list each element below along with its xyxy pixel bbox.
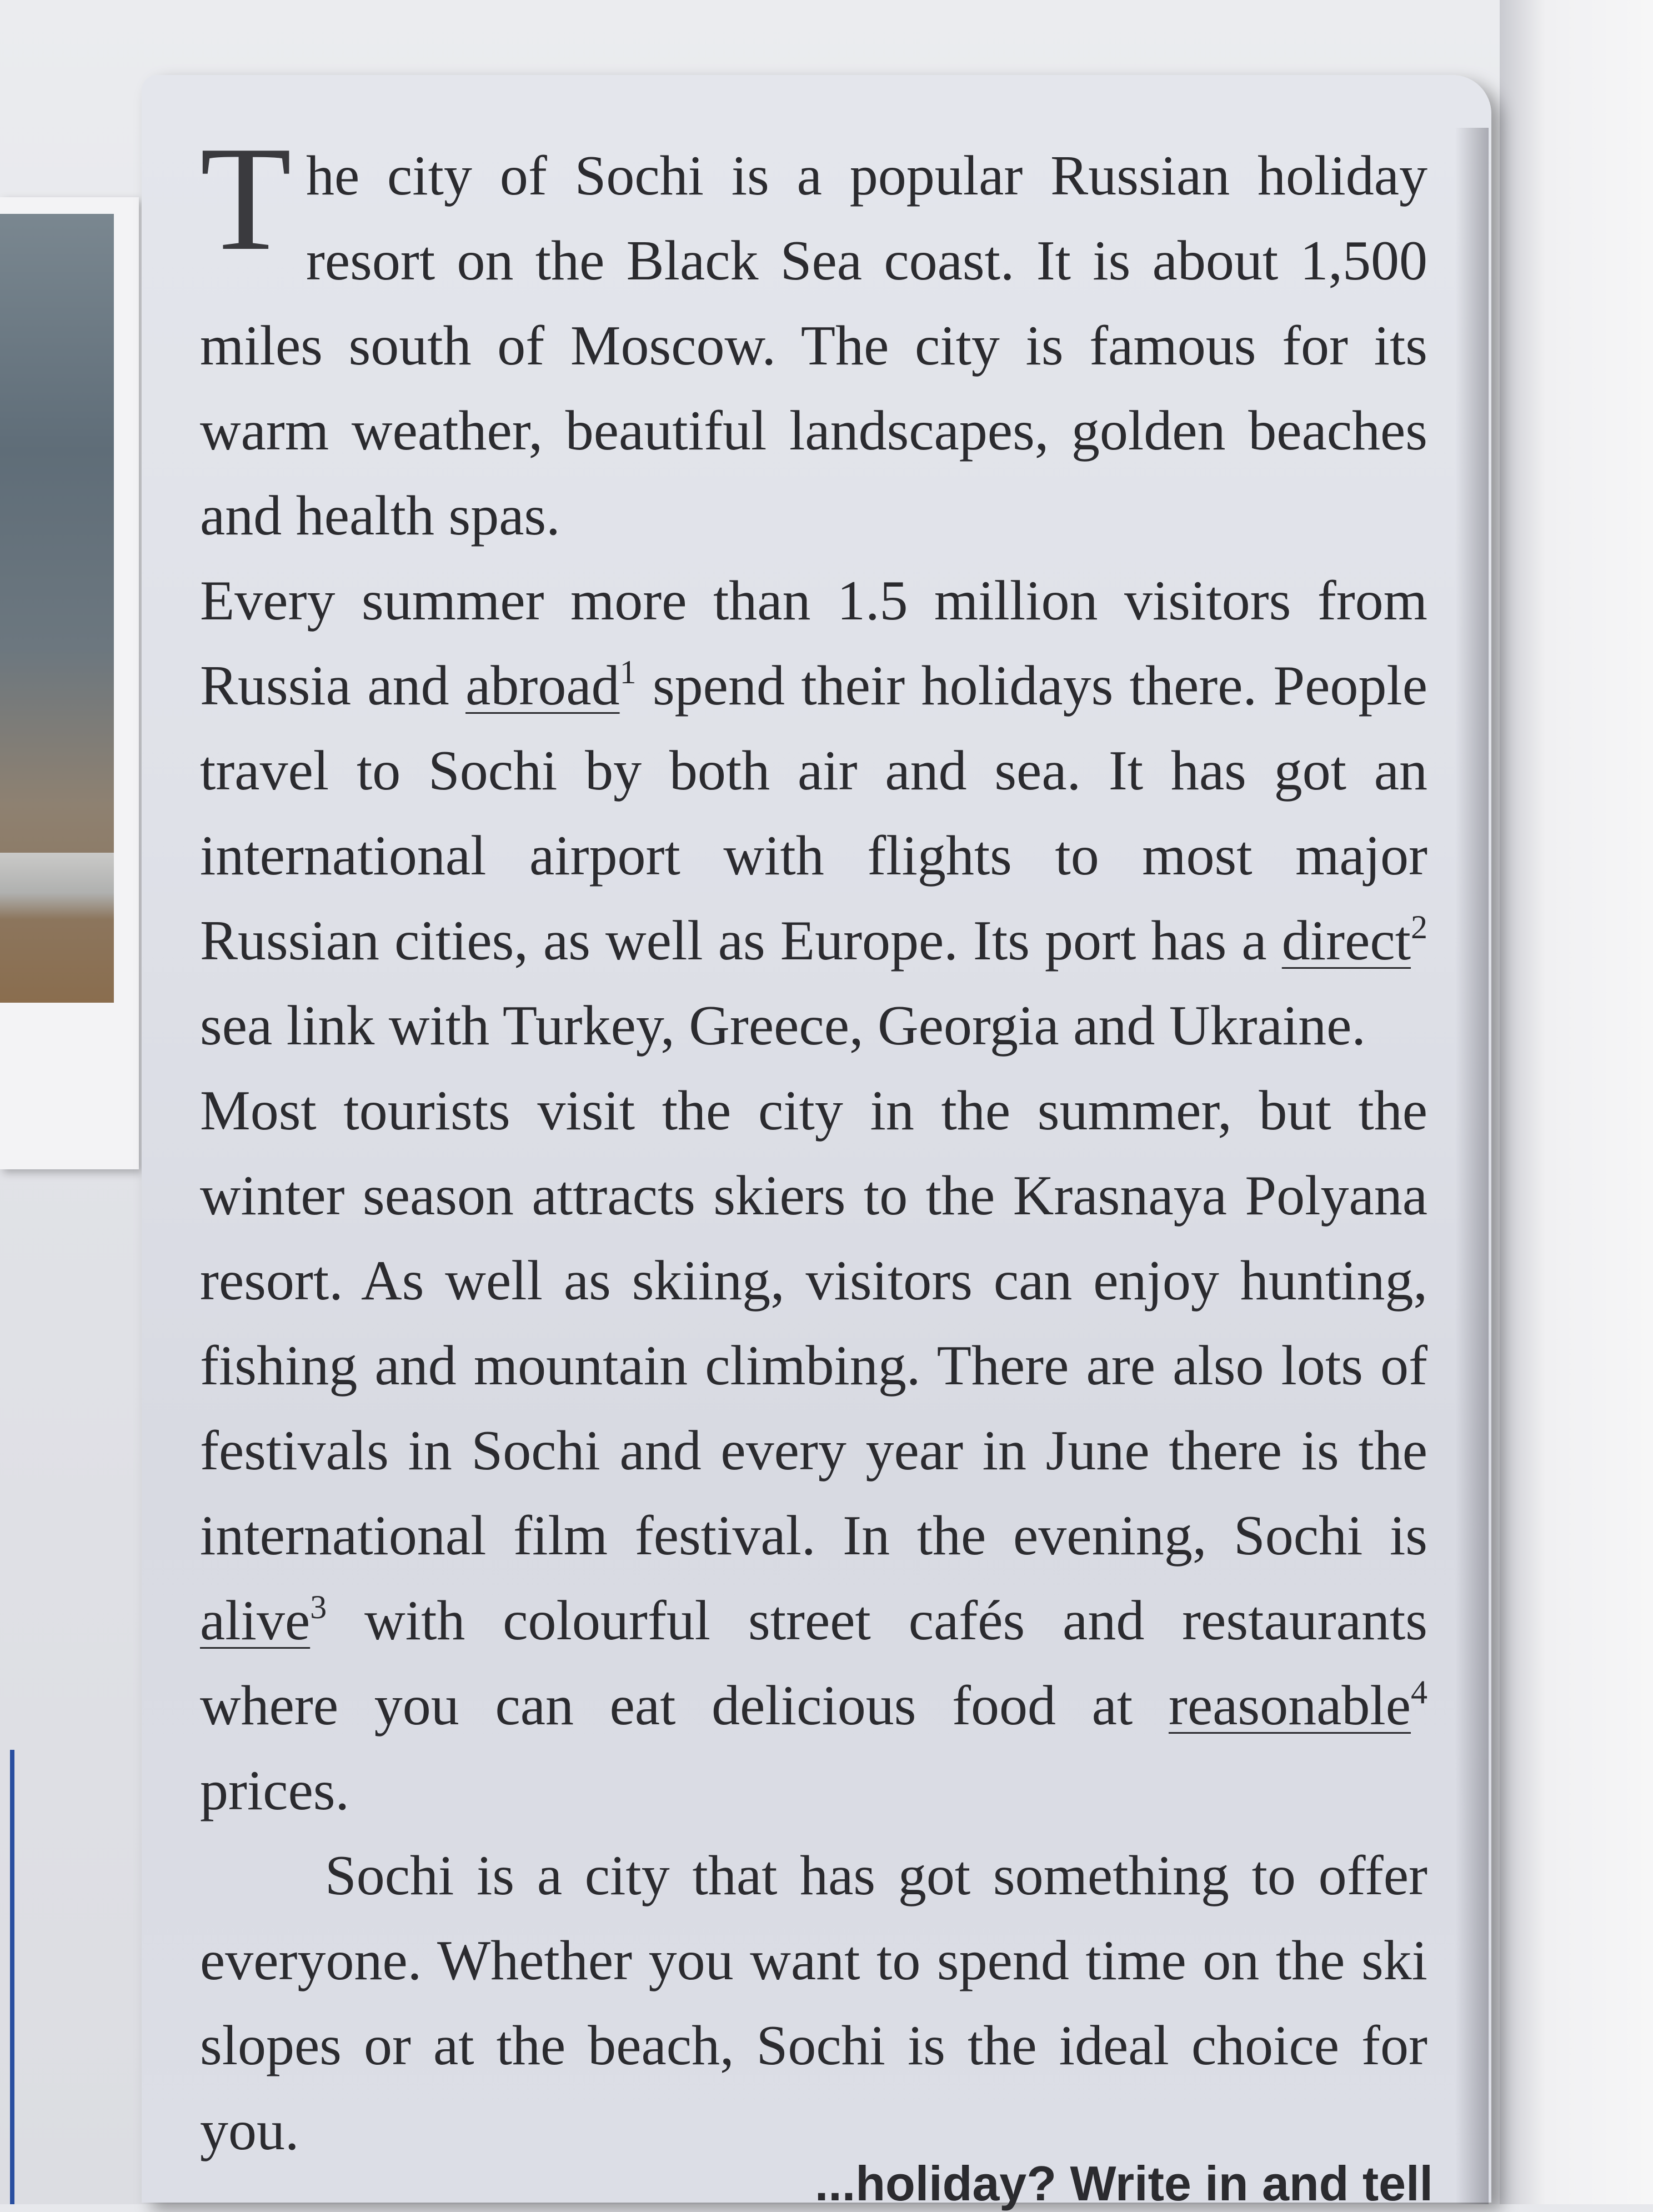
glossary-word-reasonable: reasonable bbox=[1168, 1674, 1411, 1737]
paragraph-2 bbox=[200, 558, 1427, 1068]
paragraph-3-text-b: with colourful street cafés and restaurants where you can eat delicious food at bbox=[200, 1589, 1427, 1737]
photo-wave-foam bbox=[0, 853, 114, 919]
glossary-word-abroad: abroad bbox=[465, 654, 620, 717]
glossary-number-2: 2 bbox=[1411, 909, 1427, 945]
book-page-edge bbox=[1500, 0, 1653, 2204]
sochi-photo-frame bbox=[0, 197, 139, 1169]
next-task-heading: ...holiday? Write in and tell bbox=[814, 2156, 1433, 2211]
paragraph-2-text-c: sea link with Turkey, Greece, Georgia and Ukraine. bbox=[200, 994, 1366, 1057]
paragraph-3-text-a: Most tourists visit the city in the summer, but the winter season attracts skiers to the Krasnaya Polyana resort. As well as skiing, visitors can enjoy hunting, fishing and mountain climbing. There are also lots of festivals in Sochi and every year in June there is the international film festival. In the evening, Sochi is bbox=[200, 1079, 1427, 1567]
paragraph-1 bbox=[200, 116, 1427, 558]
paragraph-3 bbox=[200, 1068, 1427, 1833]
article-text bbox=[200, 116, 1427, 2173]
paragraph-4: Sochi is a city that has got something to offer everyone. Whether you want to spend time on the ski slopes or at the beach, Sochi is the ideal choice for you. bbox=[200, 1844, 1427, 2162]
glossary-number-1: 1 bbox=[619, 654, 637, 690]
paragraph-2-text-b: spend their holidays there. People travel to Sochi by both air and sea. It has got an international airport with flights to most major Russian cities, as well as Europe. Its port has a bbox=[200, 654, 1427, 972]
glossary-number-4: 4 bbox=[1411, 1674, 1427, 1710]
paragraph-1-text: he city of Sochi is a popular Russian holiday resort on the Black Sea coast. It is about 1,500 miles south of Moscow. The city is famous for its warm weather, beautiful landscapes, golden beaches and health spas. bbox=[200, 144, 1427, 547]
glossary-word-alive: alive bbox=[200, 1589, 310, 1652]
paragraph-3-text-c: prices. bbox=[200, 1759, 350, 1822]
article-card-shadow bbox=[1455, 128, 1489, 2204]
blue-margin-line bbox=[10, 1750, 14, 2204]
glossary-number-3: 3 bbox=[310, 1589, 327, 1625]
glossary-word-direct: direct bbox=[1281, 909, 1411, 972]
paragraph-2-text-a: Every summer more than 1.5 million visitors from Russia and bbox=[200, 569, 1427, 717]
drop-cap: T bbox=[200, 116, 292, 282]
